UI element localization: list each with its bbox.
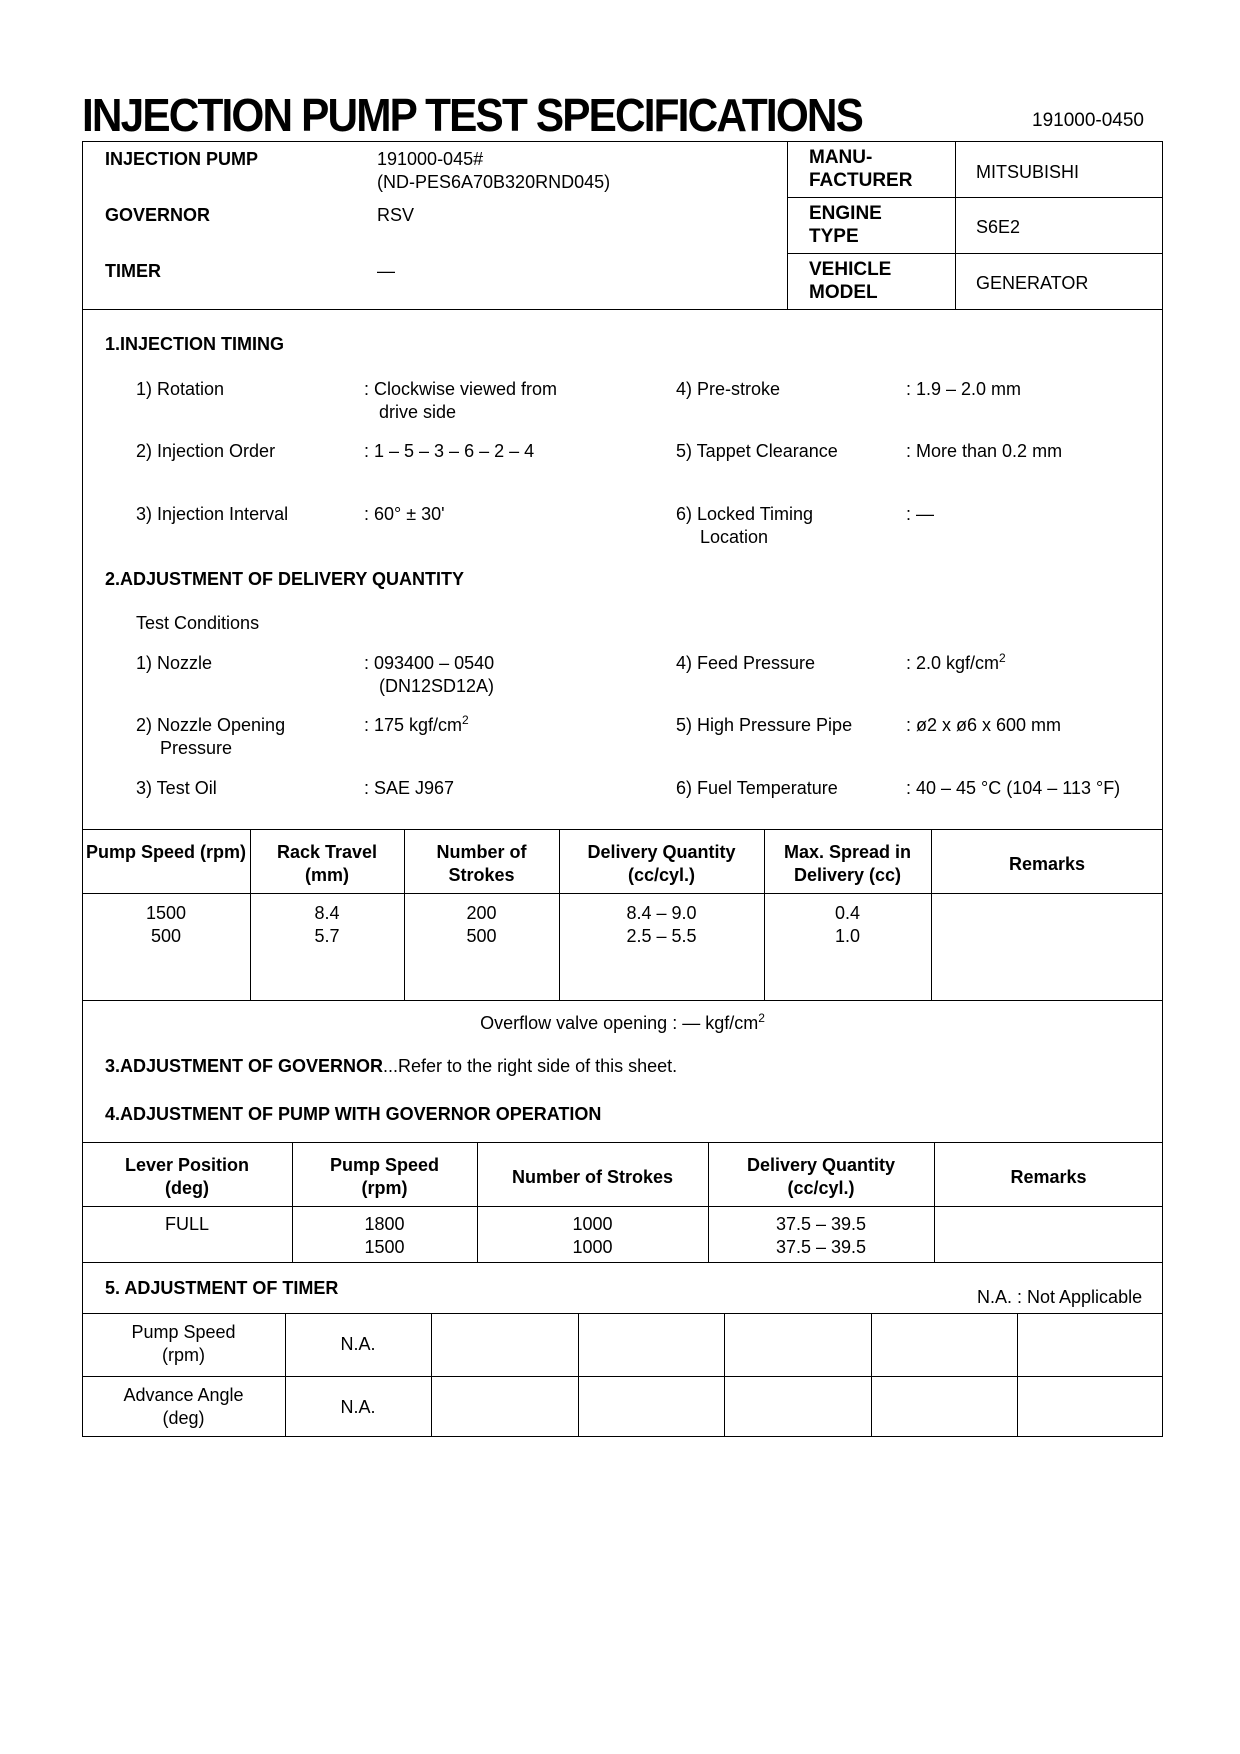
header-divider: [787, 141, 788, 309]
high-pressure-pipe-label: 5) High Pressure Pipe: [676, 715, 853, 735]
locked-timing-value: : —: [906, 504, 935, 524]
advance-angle-value: N.A.: [340, 1397, 376, 1417]
col-gov-pump-speed: Pump Speed: [329, 1155, 440, 1175]
table-cell: 1500: [364, 1237, 405, 1257]
pre-stroke-label: 4) Pre-stroke: [676, 379, 781, 399]
rotation-value-2: drive side: [379, 402, 457, 422]
vehicle-model-value: GENERATOR: [976, 273, 1089, 293]
nozzle-value: : 093400 – 0540: [364, 653, 495, 673]
injection-pump-value: 191000-045#: [377, 149, 484, 169]
vehicle-model-label: VEHICLE: [809, 259, 892, 280]
timer-pump-speed-label: Pump Speed: [131, 1322, 236, 1342]
rotation-value: : Clockwise viewed from: [364, 379, 558, 399]
gov-table-header-line: [82, 1206, 1163, 1207]
table-cell: 1.0: [834, 926, 861, 946]
nozzle-label: 1) Nozzle: [136, 653, 213, 673]
col-gov-pump-speed-unit: (rpm): [361, 1178, 408, 1198]
table-cell: 0.4: [834, 903, 861, 923]
col-max-spread-unit: Delivery (cc): [793, 865, 902, 885]
table-cell: 2.5 – 5.5: [626, 926, 697, 946]
col-rack-travel-unit: (mm): [305, 865, 349, 885]
delivery-table-bottom: [82, 1000, 1163, 1001]
locked-timing-label: 6) Locked Timing: [676, 504, 814, 524]
header-divider: [787, 253, 1163, 254]
locked-timing-label-2: Location: [700, 527, 769, 547]
injection-order-value: : 1 – 5 – 3 – 6 – 2 – 4: [364, 441, 535, 461]
col-gov-strokes: Number of Strokes: [511, 1167, 674, 1187]
col-pump-speed: Pump Speed (rpm): [85, 842, 246, 862]
engine-type-label-2: TYPE: [809, 226, 859, 247]
col-max-spread: Max. Spread in: [783, 842, 912, 862]
document-number: 191000-0450: [1032, 110, 1144, 131]
col-gov-remarks: Remarks: [1010, 1167, 1087, 1187]
table-cell: 1000: [572, 1214, 613, 1234]
col-gov-delivery: Delivery Quantity: [746, 1155, 896, 1175]
pump-governor-heading: 4.ADJUSTMENT OF PUMP WITH GOVERNOR OPERATION: [105, 1104, 602, 1124]
rotation-label: 1) Rotation: [136, 379, 225, 399]
governor-label: GOVERNOR: [105, 205, 211, 225]
overflow-valve-note: Overflow valve opening : — kgf/$cm^2$: [480, 1011, 765, 1033]
gov-table-bottom: [82, 1262, 1163, 1263]
table-cell: 1000: [572, 1237, 613, 1257]
engine-type-value: S6E2: [976, 217, 1021, 237]
advance-angle-label: Advance Angle: [123, 1385, 244, 1405]
timer-table-col: [871, 1313, 872, 1437]
na-note: N.A. : Not Applicable: [977, 1287, 1143, 1307]
timer-label: TIMER: [105, 261, 161, 281]
delivery-quantity-heading: 2.ADJUSTMENT OF DELIVERY QUANTITY: [105, 569, 465, 589]
table-cell: 37.5 – 39.5: [775, 1214, 867, 1234]
test-oil-value: : SAE J967: [364, 778, 455, 798]
tappet-clearance-value: : More than 0.2 mm: [906, 441, 1063, 461]
injection-pump-label: INJECTION PUMP: [105, 149, 259, 169]
timer-table-top: [82, 1313, 1163, 1314]
page-title: INJECTION PUMP TEST SPECIFICATIONS: [82, 89, 863, 141]
col-delivery-quantity-unit: (cc/cyl.): [627, 865, 696, 885]
table-cell: 1800: [364, 1214, 405, 1234]
high-pressure-pipe-value: : ø2 x ø6 x 600 mm: [906, 715, 1062, 735]
injection-order-label: 2) Injection Order: [136, 441, 276, 461]
advance-angle-unit: (deg): [162, 1408, 205, 1428]
timer-pump-speed-value: N.A.: [340, 1334, 376, 1354]
timer-adjustment-heading: 5. ADJUSTMENT OF TIMER: [105, 1278, 339, 1298]
nozzle-opening-label: 2) Nozzle Opening: [136, 715, 286, 735]
injection-interval-label: 3) Injection Interval: [136, 504, 289, 524]
timer-table-col: [1017, 1313, 1018, 1437]
injection-timing-heading: 1.INJECTION TIMING: [105, 334, 285, 354]
col-rack-travel: Rack Travel: [276, 842, 378, 862]
engine-type-label: ENGINE: [809, 203, 882, 224]
table-cell: 1500: [145, 903, 187, 923]
vehicle-model-label-2: MODEL: [809, 282, 878, 303]
nozzle-opening-label-2: Pressure: [160, 738, 233, 758]
col-remarks: Remarks: [1008, 854, 1086, 874]
col-lever-position-unit: (deg): [165, 1178, 209, 1198]
table-cell: 37.5 – 39.5: [775, 1237, 867, 1257]
nozzle-value-2: (DN12SD12A): [379, 676, 495, 696]
col-strokes-2: Strokes: [448, 865, 515, 885]
timer-value: —: [377, 261, 395, 281]
delivery-table-top: [82, 829, 1163, 830]
manufacturer-label: MANU-: [809, 147, 873, 168]
timer-table-col: [431, 1313, 432, 1437]
lever-position-value: FULL: [164, 1214, 209, 1234]
col-gov-delivery-unit: (cc/cyl.): [787, 1178, 855, 1198]
timer-table-col: [724, 1313, 725, 1437]
header-divider: [955, 141, 956, 309]
fuel-temperature-label: 6) Fuel Temperature: [676, 778, 838, 798]
nozzle-opening-value: : 175 kgf/$cm^2$: [364, 713, 469, 735]
table-cell: 500: [150, 926, 182, 946]
timer-table-col: [578, 1313, 579, 1437]
timer-table-row-line: [82, 1376, 1163, 1377]
gov-table-col: [934, 1142, 935, 1262]
pre-stroke-value: : 1.9 – 2.0 mm: [906, 379, 1022, 399]
table-cell: 5.7: [314, 926, 340, 946]
injection-pump-model: (ND-PES6A70B320RND045): [377, 172, 611, 192]
col-delivery-quantity: Delivery Quantity: [587, 842, 736, 862]
feed-pressure-label: 4) Feed Pressure: [676, 653, 816, 673]
delivery-table-header-line: [82, 893, 1163, 894]
table-cell: 8.4 – 9.0: [626, 903, 697, 923]
table-cell: 500: [466, 926, 497, 946]
header-divider: [787, 197, 1163, 198]
col-lever-position: Lever Position: [124, 1155, 250, 1175]
timer-pump-speed-unit: (rpm): [162, 1345, 205, 1365]
injection-interval-value: : 60° ± 30': [364, 504, 445, 524]
table-cell: 8.4: [314, 903, 340, 923]
governor-value: RSV: [377, 205, 415, 225]
test-oil-label: 3) Test Oil: [136, 778, 217, 798]
table-cell: 200: [466, 903, 497, 923]
col-strokes: Number of: [436, 842, 527, 862]
fuel-temperature-value: : 40 – 45 °C (104 – 113 °F): [906, 778, 1121, 798]
test-conditions-label: Test Conditions: [136, 613, 260, 633]
manufacturer-value: MITSUBISHI: [976, 162, 1080, 182]
governor-adjustment: 3.ADJUSTMENT OF GOVERNOR...Refer to the right side of this sheet.: [105, 1056, 678, 1076]
tappet-clearance-label: 5) Tappet Clearance: [676, 441, 838, 461]
manufacturer-label-2: FACTURER: [809, 170, 913, 191]
feed-pressure-value: : 2.0 kgf/$cm^2$: [906, 651, 1006, 673]
gov-table-top: [82, 1142, 1163, 1143]
header-bottom-line: [82, 309, 1163, 310]
